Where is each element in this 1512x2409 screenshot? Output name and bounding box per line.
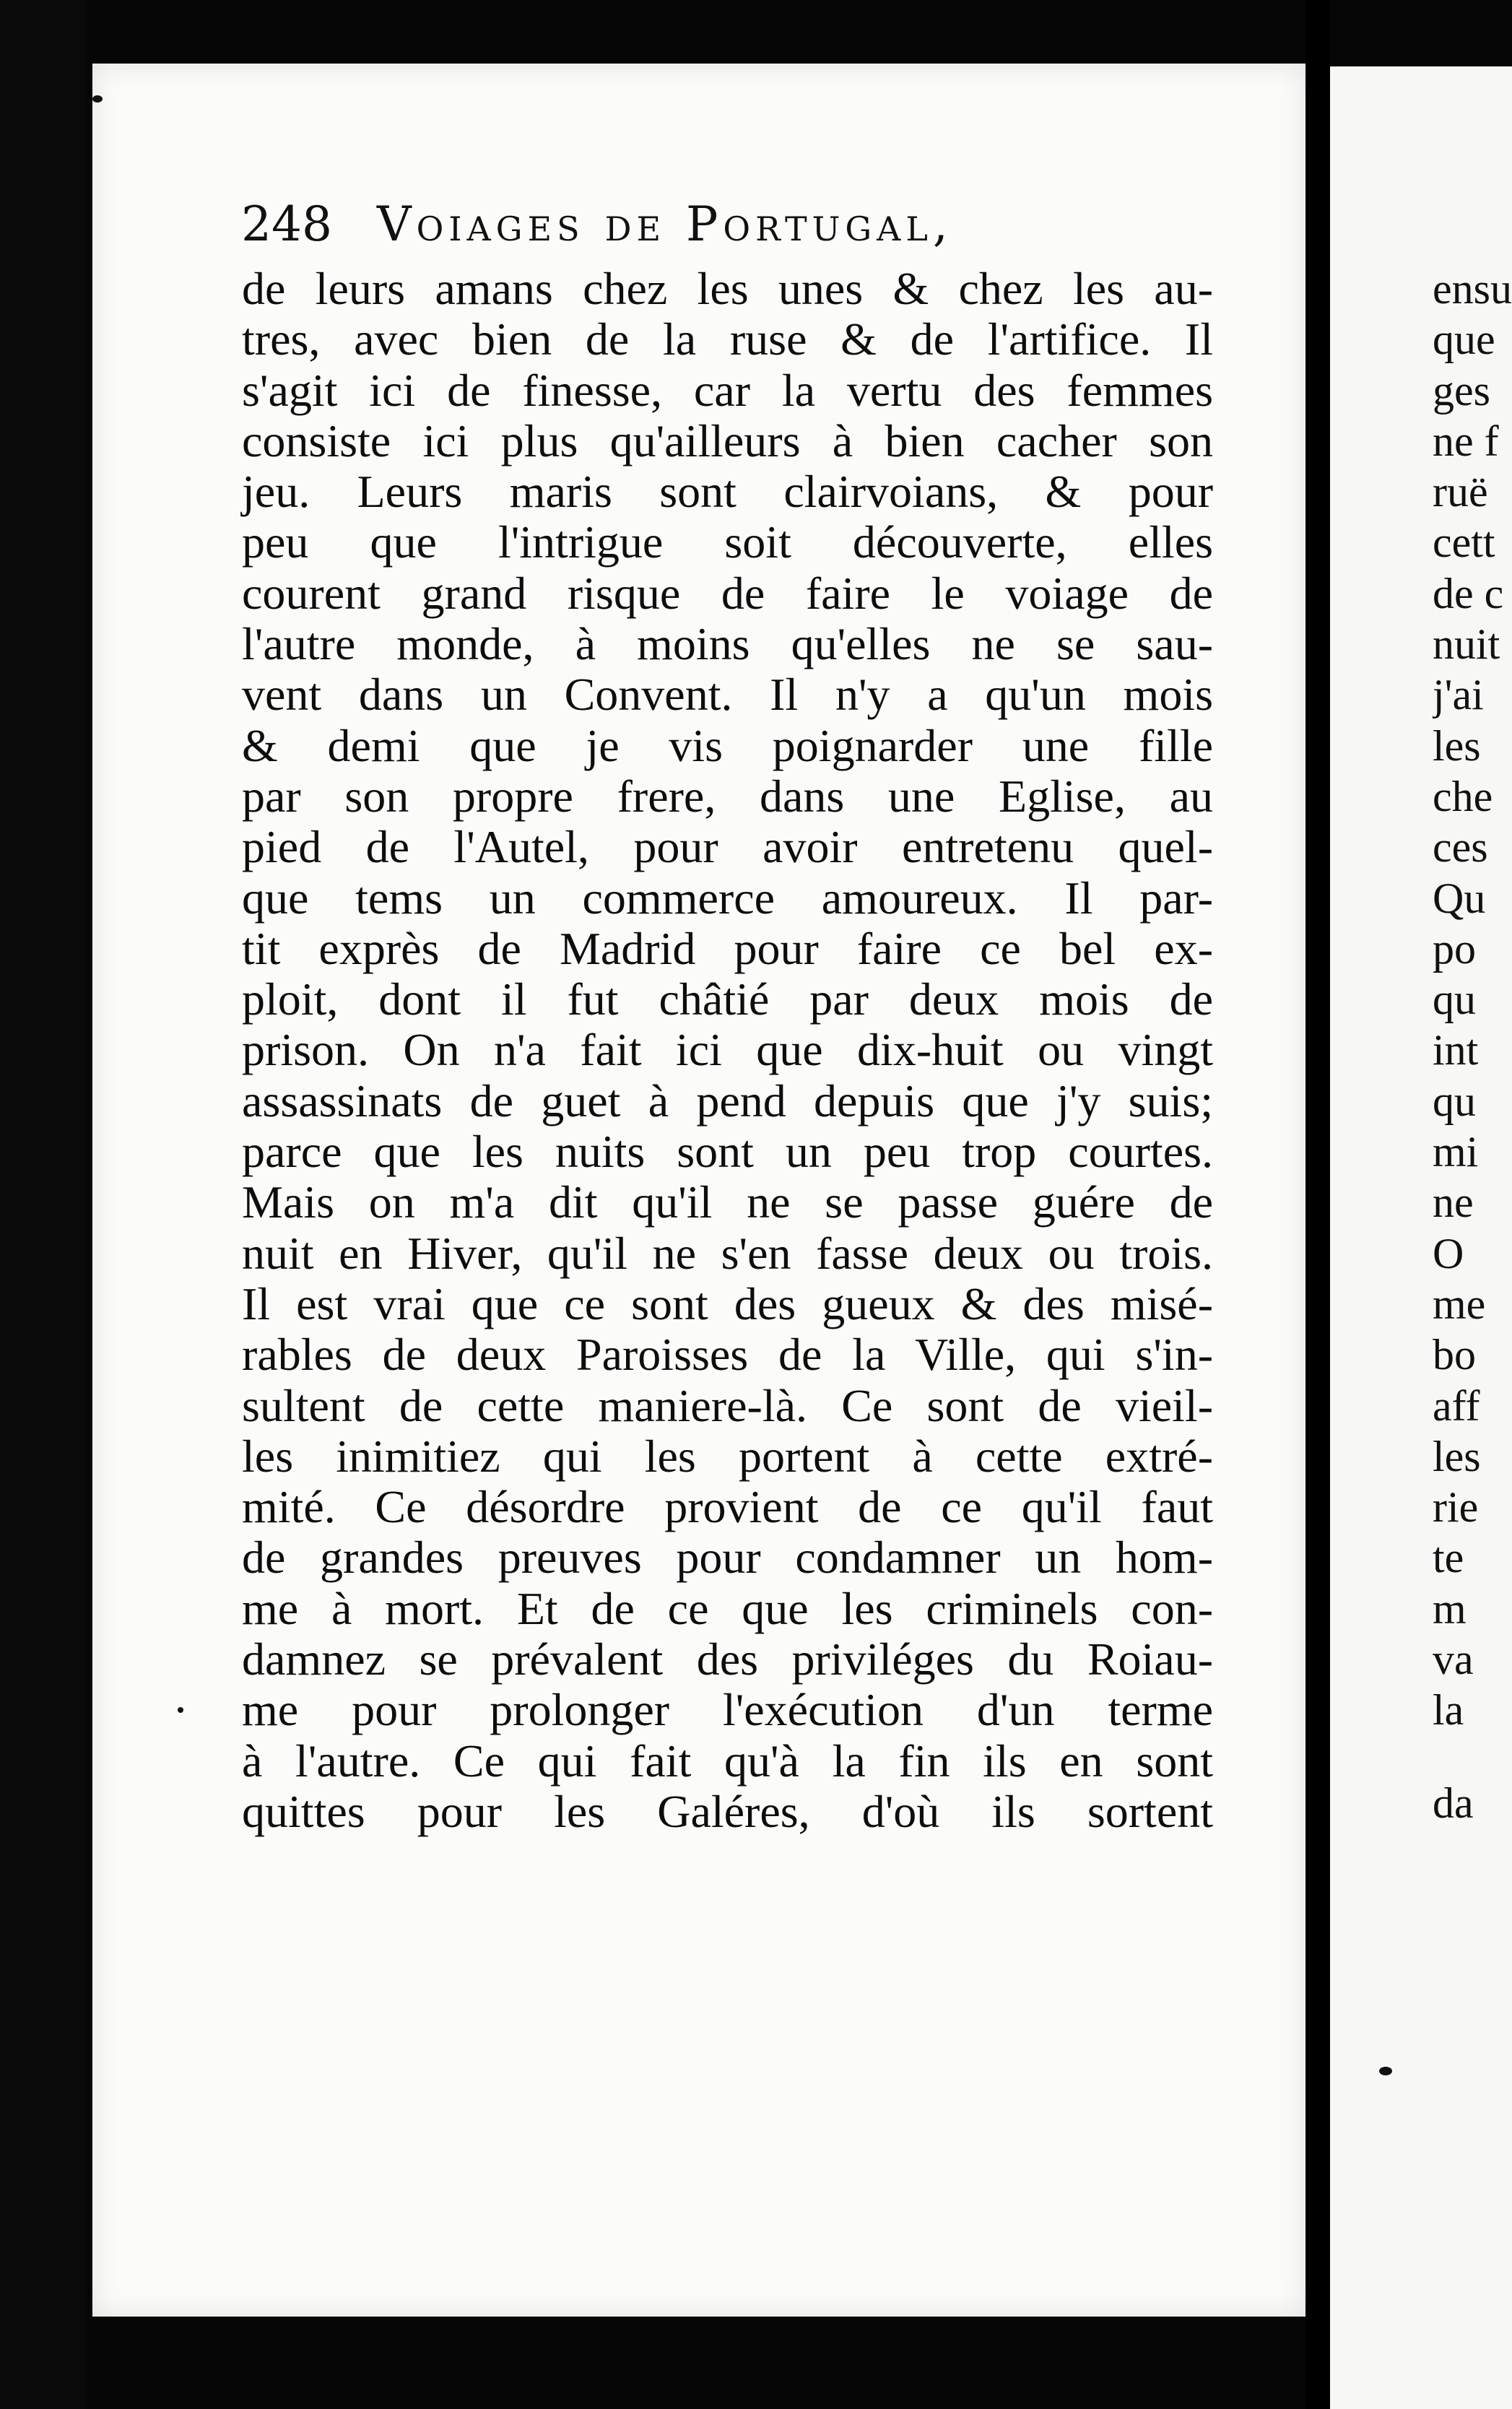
- text-line: vent dans un Convent. Il n'y a qu'un mois: [242, 669, 1213, 721]
- facing-text-fragment: ensu: [1433, 265, 1512, 313]
- book-left-edge: [0, 0, 87, 2409]
- text-line: pied de l'Autel, pour avoir entretenu quel-: [242, 821, 1213, 873]
- text-line: tres, avec bien de la ruse & de l'artifice. Il: [242, 313, 1213, 365]
- page-body-text: [242, 264, 1213, 1837]
- facing-text-fragment: mi: [1433, 1128, 1479, 1176]
- text-line: consiste ici plus qu'ailleurs à bien cacher son: [242, 414, 1213, 466]
- facing-text-fragment: aff: [1433, 1381, 1480, 1430]
- facing-text-fragment: cett: [1433, 518, 1495, 567]
- facing-page-text: [1433, 264, 1512, 1828]
- text-line: prison. On n'a fait ici que dix-huit ou vingt: [242, 1024, 1213, 1076]
- text-line: s'agit ici de finesse, car la vertu des femmes: [242, 364, 1213, 416]
- ink-speck: [1379, 2067, 1392, 2075]
- text-line: par son propre frere, dans une Eglise, au: [242, 770, 1213, 822]
- facing-text-fragment: va: [1433, 1636, 1474, 1684]
- facing-text-fragment: m: [1433, 1584, 1467, 1633]
- facing-text-fragment: da: [1433, 1779, 1474, 1827]
- text-line: damnez se prévalent des priviléges du Roiau-: [242, 1633, 1213, 1685]
- text-line: ploit, dont il fut châtié par deux mois de: [242, 973, 1213, 1025]
- running-head: [241, 196, 1180, 263]
- text-line: l'autre monde, à moins qu'elles ne se sau-: [242, 618, 1213, 670]
- facing-text-fragment: la: [1433, 1686, 1464, 1735]
- facing-text-fragment: po: [1433, 924, 1476, 973]
- text-line: que tems un commerce amoureux. Il par-: [242, 872, 1213, 924]
- facing-text-fragment: qu: [1433, 976, 1476, 1024]
- facing-text-fragment: de c: [1433, 569, 1504, 617]
- facing-text-fragment: ne f: [1433, 417, 1499, 465]
- facing-text-fragment: les: [1433, 1432, 1481, 1480]
- text-line: Mais on m'a dit qu'il ne se passe guére de: [242, 1176, 1213, 1228]
- text-line: parce que les nuits sont un peu trop courtes.: [242, 1126, 1213, 1178]
- text-line: courent grand risque de faire le voiage de: [242, 567, 1213, 619]
- text-line: rables de deux Paroisses de la Ville, qui s'in-: [242, 1329, 1213, 1381]
- facing-text-fragment: qu: [1433, 1077, 1476, 1125]
- facing-text-fragment: Qu: [1433, 874, 1486, 922]
- facing-text-fragment: te: [1433, 1534, 1464, 1582]
- text-line: nuit en Hiver, qu'il ne s'en fasse deux ou trois.: [242, 1227, 1213, 1279]
- facing-text-fragment: nuit: [1433, 620, 1500, 669]
- text-line: tit exprès de Madrid pour faire ce bel ex-: [242, 922, 1213, 974]
- facing-text-fragment: rie: [1433, 1483, 1479, 1532]
- text-line: peu que l'intrigue soit découverte, elles: [242, 516, 1213, 568]
- ink-speck: [92, 95, 103, 103]
- text-line: sultent de cette maniere-là. Ce sont de vieil-: [242, 1379, 1213, 1431]
- facing-text-fragment: O: [1433, 1229, 1464, 1277]
- text-line: à l'autre. Ce qui fait qu'à la fin ils en sont: [242, 1735, 1213, 1787]
- facing-text-fragment: j'ai: [1433, 671, 1484, 719]
- text-line: me pour prolonger l'exécution d'un terme: [242, 1684, 1213, 1736]
- running-title: Voiages de Portugal,: [376, 196, 953, 252]
- text-line: quittes pour les Galéres, d'où ils sortent: [242, 1785, 1213, 1837]
- text-line: & demi que je vis poignarder une fille: [242, 719, 1213, 771]
- facing-text-fragment: bo: [1433, 1331, 1476, 1379]
- facing-text-fragment: int: [1433, 1026, 1479, 1075]
- book-gutter: [1305, 0, 1330, 2409]
- facing-text-fragment: me: [1433, 1280, 1486, 1328]
- facing-text-fragment: les: [1433, 721, 1481, 770]
- text-line: de grandes preuves pour condamner un hom-: [242, 1532, 1213, 1584]
- text-line: assassinats de guet à pend depuis que j'y suis;: [242, 1075, 1213, 1127]
- text-line: me à mort. Et de ce que les criminels con-: [242, 1582, 1213, 1634]
- page-number: 248: [241, 196, 332, 252]
- text-line: mité. Ce désordre provient de ce qu'il faut: [242, 1481, 1213, 1533]
- text-line: Il est vrai que ce sont des gueux & des misé-: [242, 1277, 1213, 1329]
- facing-text-fragment: ruë: [1433, 468, 1488, 516]
- facing-text-fragment: que: [1433, 316, 1495, 364]
- facing-text-fragment: ges: [1433, 366, 1490, 414]
- facing-text-fragment: ces: [1433, 823, 1488, 872]
- facing-text-fragment: ne: [1433, 1179, 1474, 1227]
- text-line: jeu. Leurs maris sont clairvoians, & pour: [242, 466, 1213, 518]
- ink-speck: [178, 1707, 183, 1713]
- facing-text-fragment: che: [1433, 772, 1493, 820]
- text-line: de leurs amans chez les unes & chez les au-: [242, 263, 1213, 314]
- text-line: les inimitiez qui les portent à cette extré-: [242, 1430, 1213, 1482]
